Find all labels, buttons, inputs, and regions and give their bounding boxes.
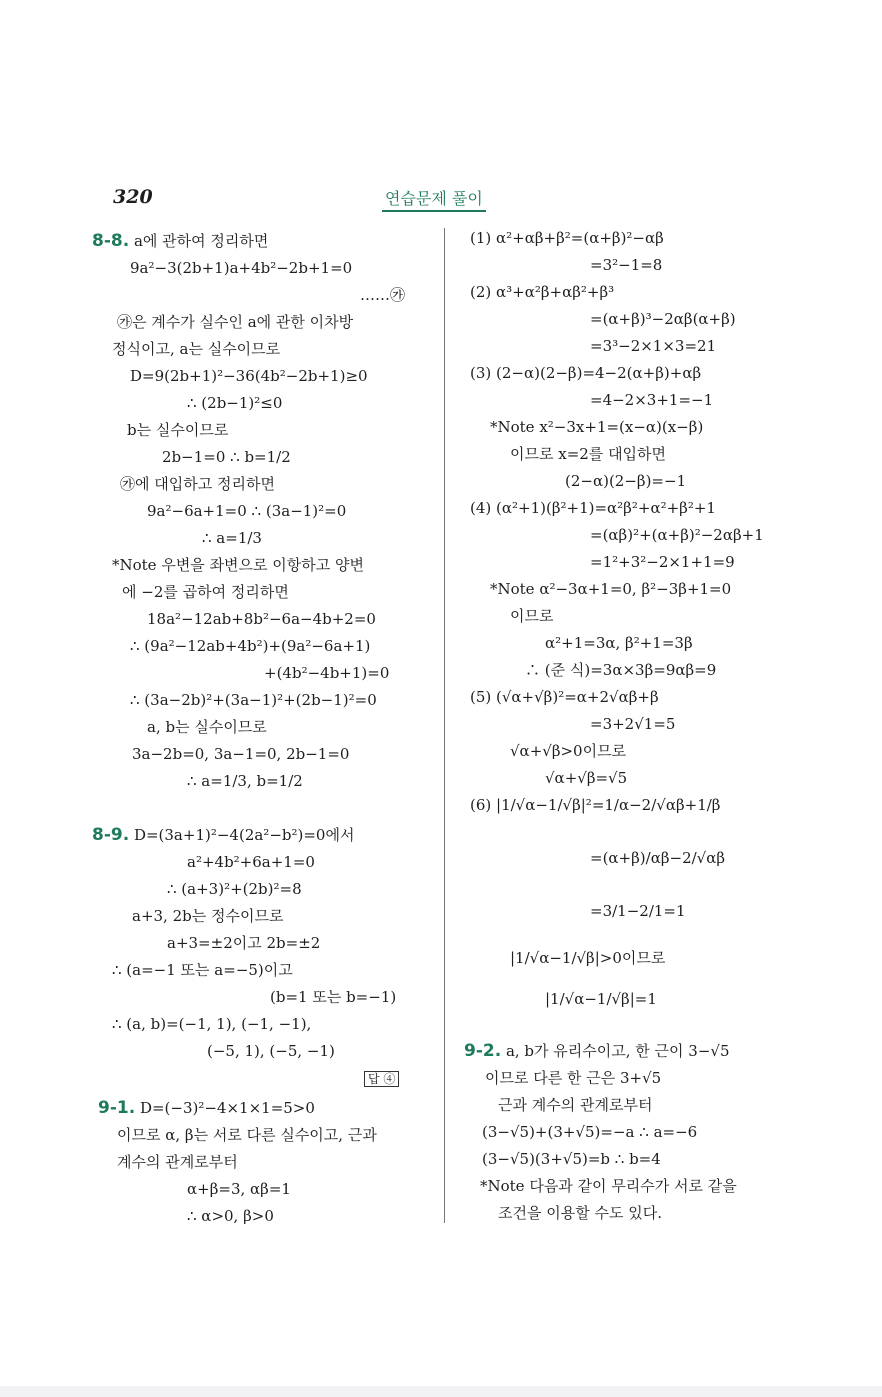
math-text: α+β=3, αβ=1 <box>187 1180 291 1198</box>
right-text-line <box>590 255 662 275</box>
right-text-line <box>590 552 735 572</box>
left-text-line <box>92 231 268 251</box>
left-text-line <box>264 663 389 683</box>
left-text-line <box>130 366 368 386</box>
math-text: (1) α²+αβ+β²=(α+β)²−αβ <box>470 229 664 247</box>
math-text: ㉮에 대입하고 정리하면 <box>120 475 275 493</box>
right-text-line <box>590 714 675 734</box>
math-text: D=9(2b+1)²−36(4b²−2b+1)≥0 <box>130 367 368 385</box>
right-text-line <box>470 795 720 815</box>
left-text-line <box>117 1125 377 1145</box>
page-title: 연습문제 풀이 <box>382 186 486 212</box>
left-text-line <box>202 528 262 548</box>
math-text: ㉮은 계수가 실수인 a에 관한 이차방 <box>117 313 354 331</box>
left-text-line <box>127 420 228 440</box>
right-text-line <box>525 660 716 680</box>
left-text-line <box>92 825 354 845</box>
math-text: ∴ (a=−1 또는 a=−5)이고 <box>112 961 293 979</box>
math-text: ∴ (준 식)=3α×3β=9αβ=9 <box>525 661 717 679</box>
math-text: (4) (α²+1)(β²+1)=α²β²+α²+β²+1 <box>470 499 716 517</box>
math-text: a+3, 2b는 정수이므로 <box>132 907 284 925</box>
math-text: (2) α³+α²β+αβ²+β³ <box>470 283 615 301</box>
right-text-line <box>470 687 659 707</box>
math-text: a+3=±2이고 2b=±2 <box>167 934 321 952</box>
math-text: =(α+β)³−2αβ(α+β) <box>590 310 736 328</box>
math-text: ∴ α>0, β>0 <box>187 1207 274 1225</box>
math-text: a²+4b²+6a+1=0 <box>187 853 315 871</box>
math-text: ……㉮ <box>360 286 406 304</box>
right-text-line <box>590 309 736 329</box>
math-text: 답 ④ <box>364 1071 399 1087</box>
right-text-line <box>510 948 665 968</box>
math-text: ∴ (2b−1)²≤0 <box>187 394 283 412</box>
right-text-line <box>470 228 664 248</box>
left-text-line <box>187 1179 291 1199</box>
left-text-line <box>130 258 352 278</box>
right-text-line <box>490 579 731 599</box>
math-text: (−5, 1), (−5, −1) <box>207 1042 335 1060</box>
left-text-line <box>112 960 293 980</box>
right-text-line <box>510 444 666 464</box>
left-text-line <box>187 771 303 791</box>
math-text: 계수의 관계로부터 <box>117 1153 238 1171</box>
math-text: 이므로 <box>510 607 554 625</box>
math-text: (2−α)(2−β)=−1 <box>565 472 687 490</box>
problem-number: 8-8. <box>92 231 130 251</box>
math-text: ∴ a=1/3 <box>202 529 262 547</box>
math-text: (3−√5)(3+√5)=b ∴ b=4 <box>482 1150 661 1168</box>
left-text-line <box>130 690 377 710</box>
right-text-line <box>545 768 627 788</box>
math-text: *Note α²−3α+1=0, β²−3β+1=0 <box>490 580 732 598</box>
problem-number: 9-1. <box>98 1098 136 1118</box>
left-text-line <box>147 609 376 629</box>
math-text: 9a²−6a+1=0 ∴ (3a−1)²=0 <box>147 502 347 520</box>
right-text-line <box>510 741 626 761</box>
problem-number: 8-9. <box>92 825 130 845</box>
math-text: 이므로 x=2를 대입하면 <box>510 445 667 463</box>
left-text-line <box>187 852 315 872</box>
left-text-line <box>120 474 275 494</box>
right-text-line <box>464 1041 730 1061</box>
math-text: |1/√α−1/√β|=1 <box>545 990 657 1008</box>
math-text: *Note 다음과 같이 무리수가 서로 같을 <box>480 1177 737 1195</box>
left-text-line <box>270 987 396 1007</box>
math-text: 조건을 이용할 수도 있다. <box>498 1204 662 1222</box>
left-text-line <box>117 1152 238 1172</box>
math-text: D=(−3)²−4×1×1=5>0 <box>135 1099 315 1117</box>
left-text-line <box>112 555 364 575</box>
math-text: ∴ (a, b)=(−1, 1), (−1, −1), <box>112 1015 312 1033</box>
right-text-line <box>590 901 686 921</box>
left-text-line <box>147 501 346 521</box>
right-text-line <box>590 390 713 410</box>
right-text-line <box>498 1095 652 1115</box>
left-text-line <box>187 393 282 413</box>
math-text: ∴ a=1/3, b=1/2 <box>187 772 303 790</box>
right-text-line <box>545 989 657 1009</box>
right-text-line <box>510 606 553 626</box>
left-text-line <box>132 906 283 926</box>
left-text-line <box>147 717 267 737</box>
math-text: =4−2×3+1=−1 <box>590 391 714 409</box>
left-text-line <box>187 1206 274 1226</box>
right-text-line <box>565 471 686 491</box>
left-text-line <box>167 933 320 953</box>
math-text: =3²−1=8 <box>590 256 663 274</box>
math-text: b는 실수이므로 <box>127 421 229 439</box>
math-text: =(αβ)²+(α+β)²−2αβ+1 <box>590 526 764 544</box>
left-text-line <box>167 879 302 899</box>
left-text-line <box>98 1098 315 1118</box>
math-text: +(4b²−4b+1)=0 <box>264 664 390 682</box>
math-text: 18a²−12ab+8b²−6a−4b+2=0 <box>147 610 376 628</box>
right-text-line <box>480 1176 737 1196</box>
left-text-line <box>207 1041 335 1061</box>
right-text-line <box>590 525 764 545</box>
left-text-line <box>117 312 353 332</box>
page-number: 320 <box>113 186 153 208</box>
math-text: 이므로 다른 한 근은 3+√5 <box>485 1069 662 1087</box>
math-text: 9a²−3(2b+1)a+4b²−2b+1=0 <box>130 259 353 277</box>
math-text: (3) (2−α)(2−β)=4−2(α+β)+αβ <box>470 364 702 382</box>
math-text: ∴ (a+3)²+(2b)²=8 <box>167 880 302 898</box>
problem-number: 9-2. <box>464 1041 502 1061</box>
math-text: ∴ (3a−2b)²+(3a−1)²+(2b−1)²=0 <box>130 691 377 709</box>
left-text-line <box>112 339 280 359</box>
math-text: |1/√α−1/√β|>0이므로 <box>510 949 666 967</box>
right-text-line <box>590 848 725 868</box>
right-text-line <box>545 633 693 653</box>
math-text: =3+2√1=5 <box>590 715 676 733</box>
right-text-line <box>485 1068 661 1088</box>
math-text: ∴ (9a²−12ab+4b²)+(9a²−6a+1) <box>130 637 371 655</box>
left-text-line <box>132 744 349 764</box>
math-text: *Note 우변을 좌변으로 이항하고 양변 <box>112 556 365 574</box>
math-text: 에 −2를 곱하여 정리하면 <box>122 583 289 601</box>
column-divider <box>444 228 445 1223</box>
math-text: √α+√β=√5 <box>545 769 628 787</box>
bottom-strip <box>0 1386 882 1397</box>
math-text: 근과 계수의 관계로부터 <box>498 1096 653 1114</box>
right-text-line <box>470 498 716 518</box>
right-text-line <box>470 282 614 302</box>
right-text-line <box>590 336 716 356</box>
math-text: a, b는 실수이므로 <box>147 718 267 736</box>
math-text: (b=1 또는 b=−1) <box>270 988 397 1006</box>
math-text: 정식이고, a는 실수이므로 <box>112 340 281 358</box>
right-text-line <box>490 417 703 437</box>
right-text-line <box>470 363 701 383</box>
math-text: =(α+β)/αβ−2/√αβ <box>590 849 726 867</box>
math-text: 이므로 α, β는 서로 다른 실수이고, 근과 <box>117 1126 377 1144</box>
left-text-line <box>162 447 291 467</box>
math-text: =3/1−2/1=1 <box>590 902 686 920</box>
math-text: 2b−1=0 ∴ b=1/2 <box>162 448 291 466</box>
left-text-line <box>360 285 405 305</box>
left-text-line <box>364 1068 399 1089</box>
math-text: (5) (√α+√β)²=α+2√αβ+β <box>470 688 659 706</box>
right-text-line <box>498 1203 662 1223</box>
math-text: *Note x²−3x+1=(x−α)(x−β) <box>490 418 704 436</box>
math-text: =3³−2×1×3=21 <box>590 337 717 355</box>
math-text: √α+√β>0이므로 <box>510 742 627 760</box>
math-text: α²+1=3α, β²+1=3β <box>545 634 693 652</box>
right-text-line <box>482 1122 697 1142</box>
math-text: (3−√5)+(3+√5)=−a ∴ a=−6 <box>482 1123 698 1141</box>
math-text: 3a−2b=0, 3a−1=0, 2b−1=0 <box>132 745 350 763</box>
left-text-line <box>130 636 370 656</box>
math-text: D=(3a+1)²−4(2a²−b²)=0에서 <box>129 826 355 844</box>
math-text: =1²+3²−2×1+1=9 <box>590 553 735 571</box>
left-text-line <box>122 582 289 602</box>
math-text: a에 관하여 정리하면 <box>129 232 269 250</box>
right-text-line <box>482 1149 661 1169</box>
math-text: (6) |1/√α−1/√β|²=1/α−2/√αβ+1/β <box>470 796 721 814</box>
math-text: a, b가 유리수이고, 한 근이 3−√5 <box>501 1042 730 1060</box>
left-text-line <box>112 1014 311 1034</box>
